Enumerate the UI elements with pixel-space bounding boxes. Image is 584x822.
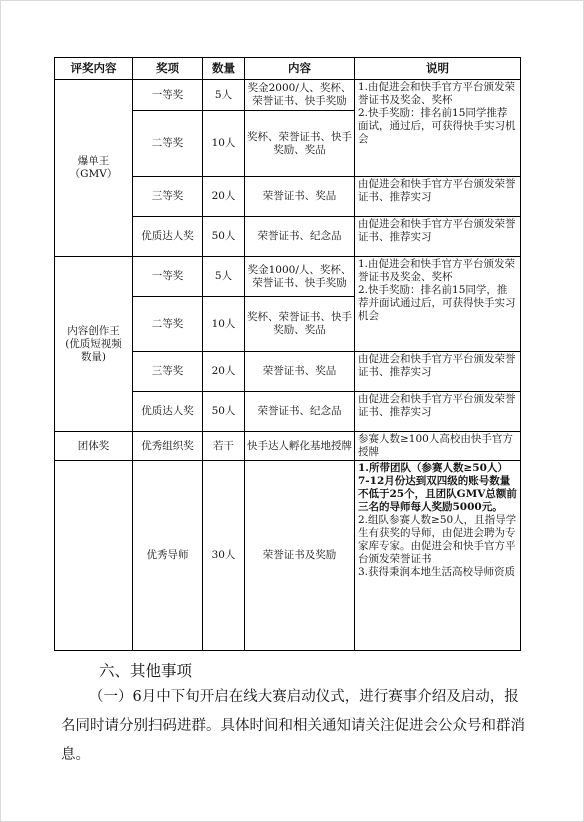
award-quantity: 5人 bbox=[203, 257, 245, 297]
header-description: 说明 bbox=[355, 58, 521, 80]
award-quantity: 5人 bbox=[203, 80, 245, 111]
award-note: 由促进会和快手官方平台颁发荣誉证书、推荐实习 bbox=[355, 217, 521, 257]
award-name: 三等奖 bbox=[133, 177, 203, 217]
award-content: 荣誉证书、奖品 bbox=[245, 177, 355, 217]
award-name: 优秀组织奖 bbox=[133, 432, 203, 461]
header-award: 奖项 bbox=[133, 58, 203, 80]
category-content bbox=[55, 257, 133, 432]
award-quantity: 20人 bbox=[203, 352, 245, 392]
award-name: 优质达人奖 bbox=[133, 217, 203, 257]
header-content: 内容 bbox=[245, 58, 355, 80]
award-note: 由促进会和快手官方平台颁发荣誉证书、推荐实习 bbox=[355, 392, 521, 432]
award-note: 由促进会和快手官方平台颁发荣誉证书、推荐实习 bbox=[355, 352, 521, 392]
header-category: 评奖内容 bbox=[55, 58, 133, 80]
category-gmv-line1: 爆单王 bbox=[77, 155, 110, 167]
award-quantity: 若干 bbox=[203, 432, 245, 461]
award-content: 奖杯、荣誉证书、快手奖励、奖品 bbox=[245, 297, 355, 352]
category-content-line2: (优质短视频 bbox=[65, 337, 122, 350]
award-name: 二等奖 bbox=[133, 111, 203, 177]
award-content: 奖金2000/人、奖杯、荣誉证书、快手奖励 bbox=[245, 80, 355, 111]
category-empty bbox=[55, 461, 133, 651]
body-paragraph: （一）6月中下旬开启在线大赛启动仪式，进行赛事介绍及启动，报名同时请分别扫码进群。具体时间和相关通知请关注促进会公众号和群消息。 bbox=[61, 689, 525, 763]
award-quantity: 50人 bbox=[203, 217, 245, 257]
award-content: 奖金1000/人、奖杯、荣誉证书、快手奖励 bbox=[245, 257, 355, 297]
table-row bbox=[55, 80, 521, 111]
award-content: 荣誉证书及奖励 bbox=[245, 461, 355, 651]
award-content: 奖杯、荣誉证书、快手奖励、奖品 bbox=[245, 111, 355, 177]
header-quantity: 数量 bbox=[203, 58, 245, 80]
award-name: 一等奖 bbox=[133, 257, 203, 297]
category-team: 团体奖 bbox=[55, 432, 133, 461]
award-content: 快手达人孵化基地授牌 bbox=[245, 432, 355, 461]
award-name: 二等奖 bbox=[133, 297, 203, 352]
award-quantity: 20人 bbox=[203, 177, 245, 217]
award-quantity: 10人 bbox=[203, 297, 245, 352]
category-gmv-line2: （GMV） bbox=[69, 168, 118, 180]
award-content: 荣誉证书、纪念品 bbox=[245, 392, 355, 432]
category-content-line3: 数量) bbox=[80, 350, 107, 363]
award-name: 三等奖 bbox=[133, 352, 203, 392]
section-title: 六、其他事项 bbox=[99, 662, 193, 680]
award-quantity: 50人 bbox=[203, 392, 245, 432]
award-note: 参赛人数≥100人高校由快手官方授牌 bbox=[355, 432, 521, 461]
award-content: 荣誉证书、奖品 bbox=[245, 352, 355, 392]
award-table bbox=[54, 57, 521, 651]
award-note: 由促进会和快手官方平台颁发荣誉证书、推荐实习 bbox=[355, 177, 521, 217]
award-name: 一等奖 bbox=[133, 80, 203, 111]
award-note bbox=[355, 461, 521, 651]
table-header-row bbox=[55, 58, 521, 80]
award-note: 1.由促进会和快手官方平台颁发荣誉证书及奖金、奖杯 2.快手奖励：排名前15同学推荐面试，通过后，可获得快手实习机会 bbox=[355, 80, 521, 177]
table-row bbox=[55, 461, 521, 651]
award-name: 优质达人奖 bbox=[133, 392, 203, 432]
award-quantity: 30人 bbox=[203, 461, 245, 651]
category-gmv bbox=[55, 80, 133, 257]
mentor-note-bold: 1.所带团队（参赛人数≥50人）7-12月份达到双四级的账号数量不低于25个，且团队GMV总额前三名的导师每人奖励5000元。 bbox=[358, 462, 517, 513]
award-name: 优秀导师 bbox=[133, 461, 203, 651]
table-row bbox=[55, 257, 521, 297]
award-content: 荣誉证书、纪念品 bbox=[245, 217, 355, 257]
award-quantity: 10人 bbox=[203, 111, 245, 177]
mentor-note-rest: 2.组队参赛人数≥50人，且指导学生有获奖的导师，由促进会聘为专家库专家。由促进会和快手官方平台颁发荣誉证书 3.获得秉润本地生活高校导师资质 bbox=[358, 514, 517, 578]
category-content-line1: 内容创作王 bbox=[67, 324, 120, 337]
table-row bbox=[55, 432, 521, 461]
award-note: 1.由促进会和快手官方平台颁发荣誉证书及奖金、奖杯 2.快手奖励：排名前15同学，推荐并面试通过后，可获得快手实习机会 bbox=[355, 257, 521, 352]
